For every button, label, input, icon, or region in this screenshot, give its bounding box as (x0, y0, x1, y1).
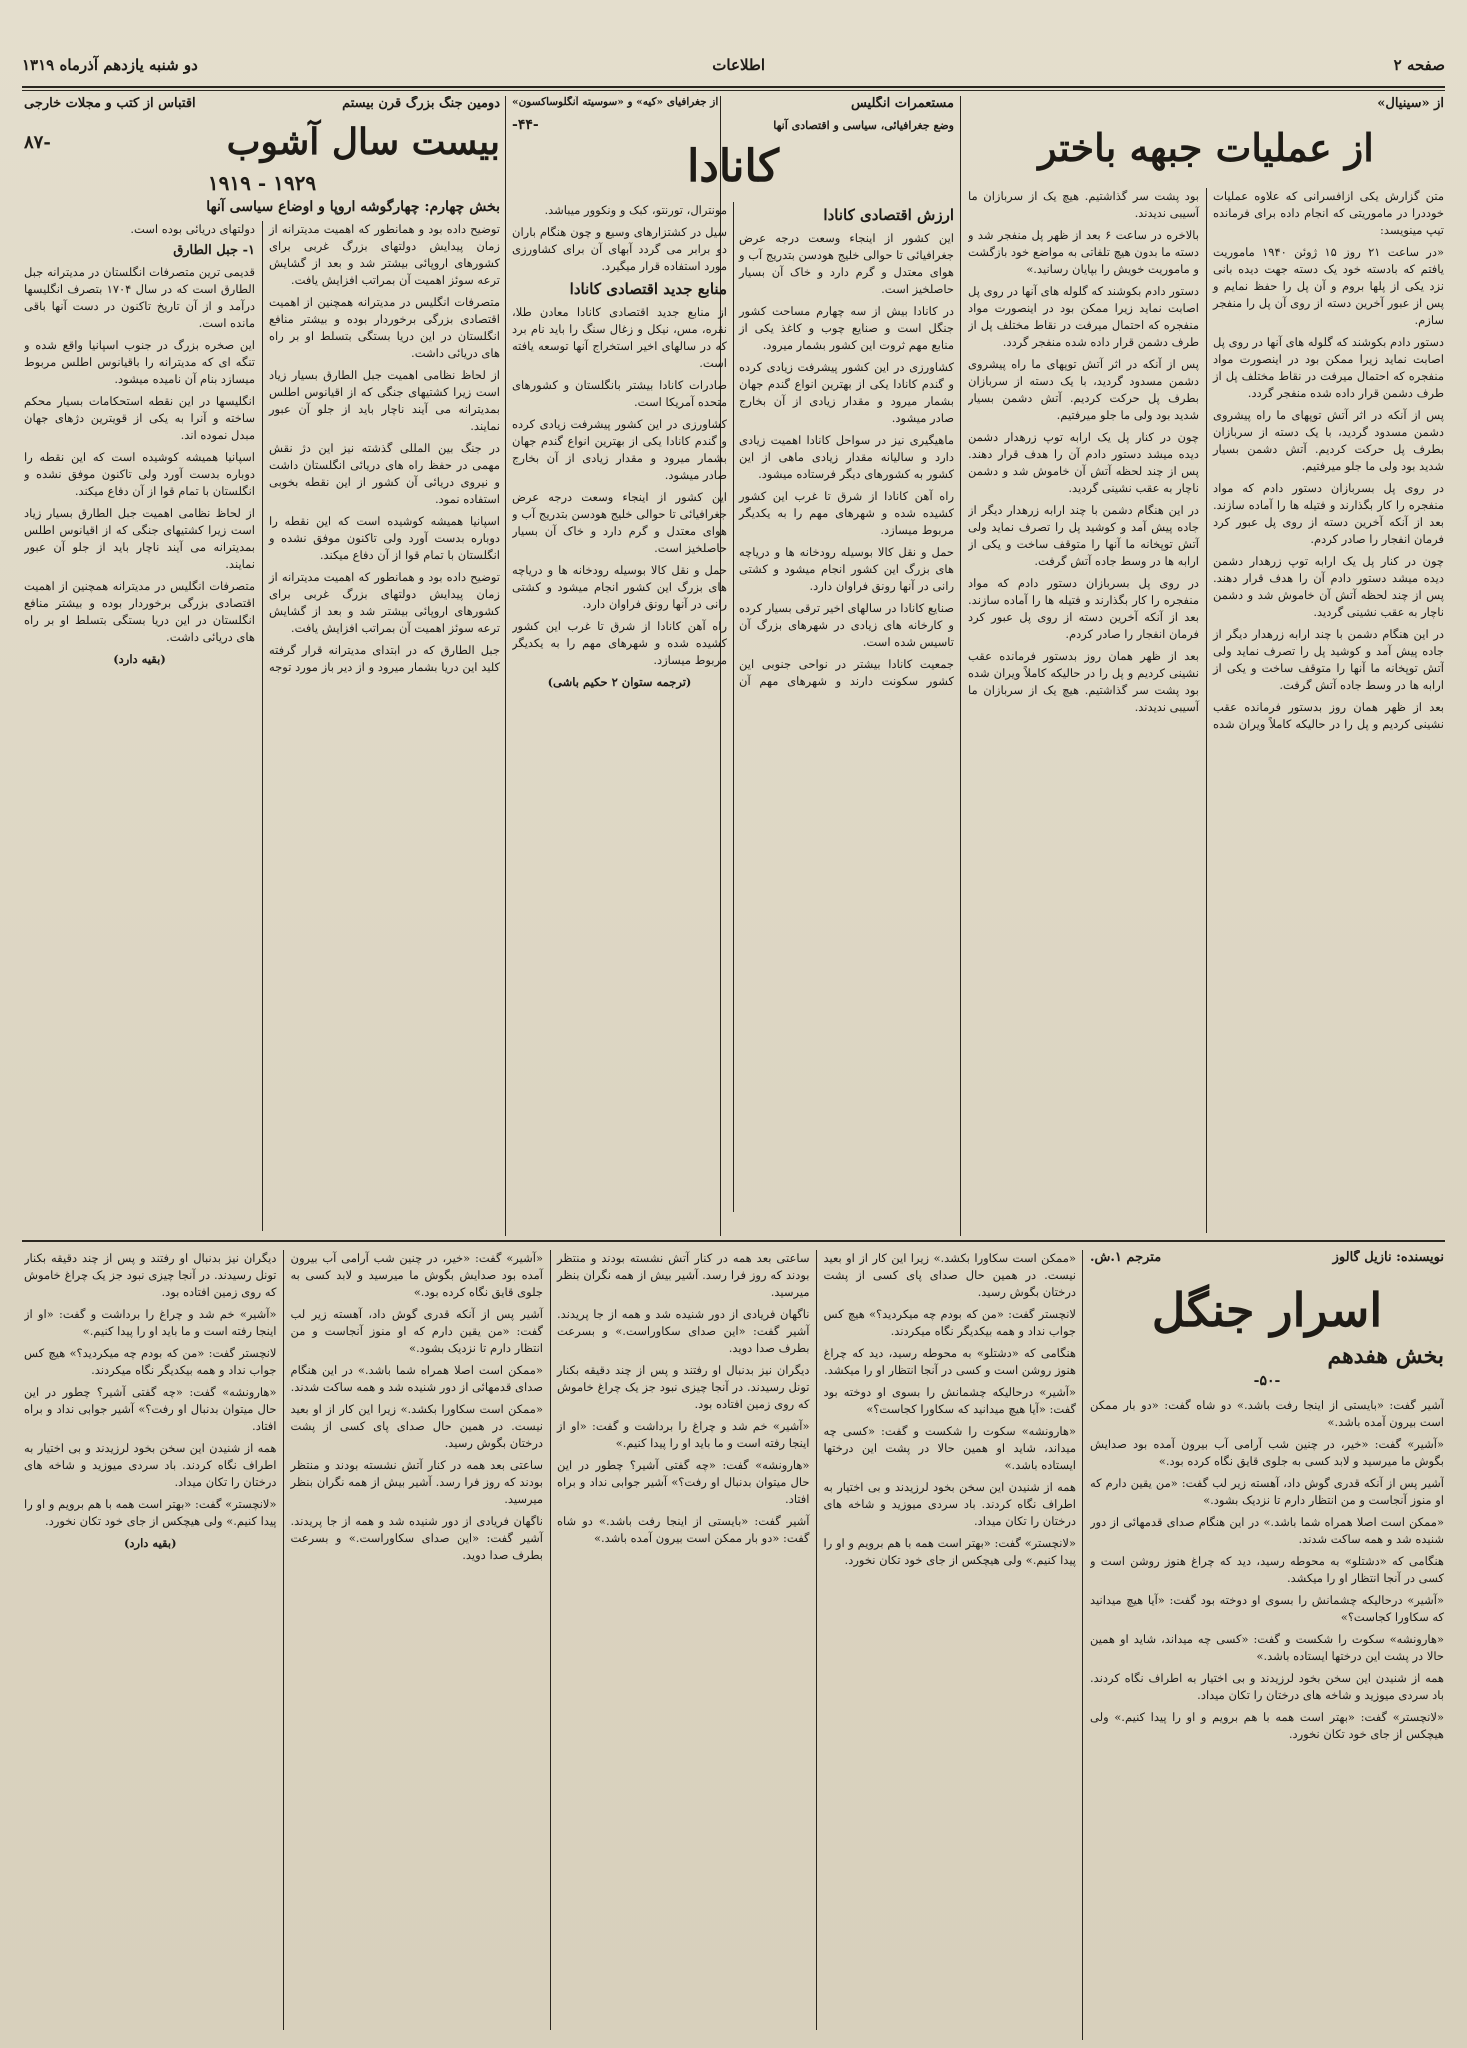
article-headline: کانادا (687, 141, 779, 192)
serial-paragraph: «ممکن است سکاورا بکشد.» زیرا این کار از او بعید نیست. در همین حال صدای پای کسی از پشت درختان بگوش رسید. (823, 1251, 1076, 1299)
article-paragraph: کشاورزی در این کشور پیشرفت زیادی کرده و گندم کانادا یکی از بهترین انواع گندم جهان بشمار میرود و مقدار زیادی از آن بخارج صادر میشود. (739, 360, 954, 425)
article-paragraph: پس از آنکه در اثر آتش توپهای ما راه پیشروی دشمن مسدود گردید، با یک دسته از سربازان بطرف پل حرکت کردیم. آتش دشمن بسیار شدید بود ولی ما جلو میرفتیم. (1213, 408, 1444, 473)
article-paragraph: در روی پل بسربازان دستور دادم که مواد منفجره را کار بگذارند و فتیله ها را آماده سازند. بعد از آنکه آخرین دسته از روی پل عبور کرد فرمان انفجار را صادر کردم. (1213, 481, 1444, 546)
serial-paragraph: «هارونشه» سکوت را شکست و گفت: «کسی چه میداند، شاید او همین حالا در پشت این درختها ایستاده باشد.» (823, 1424, 1076, 1472)
article-paragraph: در این هنگام دشمن با چند ارابه زرهدار دیگر از جاده پیش آمد و کوشید پل را تصرف نماید ولی آتش توپخانه ما آنها را متوقف ساخت و یکی از ارابه ها در وسط جاده آتش گرفت. (1213, 627, 1444, 692)
section-heading: منابع جدید اقتصادی کانادا (569, 280, 727, 298)
serial-paragraph: آشیر گفت: «بایستی از اینجا رفت باشد.» دو شاه گفت: «دو بار ممکن است بیرون آمده باشد.» (1090, 1398, 1444, 1429)
serial-paragraph: آشیر پس از آنکه قدری گوش داد، آهسته زیر لب گفت: «من یقین دارم که او منوز آنجاست و من انتظار دارم تا نزدیک بشود.» (1090, 1476, 1444, 1507)
header-rule-thin (22, 90, 1445, 91)
serial-paragraph: همه از شنیدن این سخن بخود لرزیدند و بی اختیار به اطراف نگاه کردند. باد سردی میوزید و شاخه های درختان را تکان میداد. (823, 1480, 1076, 1528)
article-paragraph: چون در کنار پل یک ارابه توپ زرهدار دشمن دیده میشد دستور دادم آن را هدف قرار دهند. پس از چند لحظه آتش آن خاموش شد و دشمن ناچار به عقب نشینی گردید. (968, 430, 1199, 495)
article-paragraph: متصرفات انگلیس در مدیترانه همچنین از اهمیت اقتصادی بزرگی برخوردار بوده و بیشتر منافع انگلستان در این دریا بستگی بتسلط او بر راه های دریائی داشت. (269, 295, 500, 360)
serial-paragraph: «آشیر» درحالیکه چشمانش را بسوی او دوخته بود گفت: «آیا هیچ میدانید که سکاورا کجاست؟» (823, 1385, 1076, 1416)
serial-paragraph: «ممکن است اصلا همراه شما باشد.» در این هنگام صدای قدمهائی از دور شنیده شد و همه ساکت شدند. (290, 1363, 543, 1394)
article-paragraph: دستور دادم بکوشند که گلوله های آنها در روی پل اصابت نماید زیرا ممکن بود در اینصورت مواد منفجره که احتمال میرفت در نقاط مختلف پل از طرف دشمن قرار داده شده منفجر گردد. (1213, 335, 1444, 400)
article-paragraph: در کانادا بیش از سه چهارم مساحت کشور جنگل است و صنایع چوب و کاغذ یکی از منابع مهم ثروت این کشور بشمار میرود. (739, 304, 954, 352)
article-paragraph: چون در کنار پل یک ارابه توپ زرهدار دشمن دیده میشد دستور دادم آن را هدف قرار دهند. پس از چند لحظه آتش آن خاموش شد و دشمن ناچار به عقب نشینی گردید. (1213, 554, 1444, 619)
article-paragraph: اسپانیا همیشه کوشیده است که این نقطه را دوباره بدست آورد ولی تاکنون موفق نشده و انگلستان با تمام قوا از آن دفاع میکند. (269, 514, 500, 562)
masthead-bar (22, 50, 1445, 90)
issue-date: دو شنبه یازدهم آذرماه ۱۳۱۹ (22, 56, 198, 74)
serial-paragraph: «آشیر» خم شد و چراغ را برداشت و گفت: «او از اینجا رفته است و ما باید او را پیدا کنیم.» (557, 1419, 810, 1450)
serial-paragraph: «آشیر» گفت: «خیر، در چنین شب آرامی آب بیرون آمده بود صدایش بگوش ما میرسید و لابد کسی به جلوی قایق نگاه کرده بود.» (290, 1251, 543, 1299)
serial-paragraph: ناگهان فریادی از دور شنیده شد و همه از جا پریدند. آشیر گفت: «این صدای سکاوراست.» و بسرعت بطرف صدا دوید. (557, 1307, 810, 1355)
serial-paragraph: آشیر پس از آنکه قدری گوش داد، آهسته زیر لب گفت: «من یقین دارم که او منوز آنجاست و من انتظار دارم تا نزدیک بشود.» (290, 1307, 543, 1355)
serial-paragraph: دیگران نیز بدنبال او رفتند و پس از چند دقیقه بکنار تونل رسیدند. در آنجا چیزی نبود جز یک چراغ خاموش که روی زمین افتاده بود. (557, 1363, 810, 1411)
serial-title-block (1090, 1250, 1444, 2040)
article-paragraph: پس از آنکه در اثر آتش توپهای ما راه پیشروی دشمن مسدود گردید، با یک دسته از سربازان بطرف پل حرکت کردیم. آتش دشمن بسیار شدید بود ولی ما جلو میرفتیم. (968, 357, 1199, 422)
article-paragraph: (بقیه دارد) (113, 652, 166, 666)
article-paragraph: حمل و نقل کالا بوسیله رودخانه ها و دریاچه های بزرگ این کشور انجام میشود و کشتی رانی در آنها رونق فراوان دارد. (739, 545, 954, 593)
article-paragraph: انگلیسها در این نقطه استحکامات بسیار محکم ساخته و آنرا به یکی از قویترین دژهای جهان مبدل نموده اند. (24, 394, 255, 442)
article-kicker: مستعمرات انگلیس (850, 96, 954, 111)
column-divider (960, 96, 961, 1236)
article-paragraph: جبل الطارق که در ابتدای مدیترانه قرار گرفته کلید این دریا بشمار میرود و از دیر باز مورد توجه دولتهای دریائی بوده است. (130, 222, 500, 674)
serial-paragraph: همه از شنیدن این سخن بخود لرزیدند و بی اختیار به اطراف نگاه کردند. باد سردی میوزید و شاخه های درختان را تکان میداد. (24, 1441, 277, 1489)
serial-paragraph: «هارونشه» گفت: «چه گفتی آشیر؟ چطور در این حال میتوان بدنبال او رفت؟» آشیر جوابی نداد و براه افتاد. (557, 1458, 810, 1506)
article-paragraph: دستور دادم بکوشند که گلوله های آنها در روی پل اصابت نماید زیرا ممکن بود در اینصورت مواد منفجره که احتمال میرفت در نقاط مختلف پل از طرف دشمن قرار داده شده منفجر گردد. (968, 284, 1199, 349)
article-paragraph: در روی پل بسربازان دستور دادم که مواد منفجره را کار بگذارند و فتیله ها را آماده سازند. بعد از آنکه آخرین دسته از روی پل عبور کرد فرمان انفجار را صادر کردم. (968, 576, 1199, 641)
serial-paragraph: (بقیه دارد) (123, 1536, 177, 1550)
war-report-article (968, 96, 1444, 1236)
article-paragraph: کشاورزی در این کشور پیشرفت زیادی کرده و گندم کانادا یکی از بهترین انواع گندم جهان بشمار میرود و مقدار زیادی از آن بخارج صادر میشود. (512, 417, 727, 482)
article-paragraph: (ترجمه ستوان ۲ حکیم باشی) (547, 675, 692, 689)
article-paragraph: راه آهن کانادا از شرق تا غرب این کشور کشیده شده و شهرهای مهم را به یکدیگر مربوط میسازد. (739, 489, 954, 537)
article-subtitle: وضع جغرافیائی، سیاسی و اقتصادی آنها (773, 118, 954, 132)
serial-translator: مترجم ۱.ش. (1090, 1250, 1162, 1265)
article-years: ۱۹۲۹ - ۱۹۱۹ (207, 171, 317, 195)
article-paragraph: متن گزارش یکی ازافسرانی که علاوه عملیات خوددرا در ماموریتی که انجام داده برای فرمانده تیپ مینویسد: (1213, 189, 1444, 237)
canada-article (512, 96, 954, 1236)
serial-paragraph: «آشیر» گفت: «خیر، در چنین شب آرامی آب بیرون آمده بود صدایش بگوش ما میرسید و لابد کسی به جلوی قایق نگاه کرده بود.» (1090, 1437, 1444, 1468)
section-heading: ۱- جبل الطارق (173, 243, 255, 258)
serial-paragraph: «هارونشه» سکوت را شکست و گفت: «کسی چه میداند، شاید او همین حالا در پشت این درختها ایستاده باشد.» (1090, 1632, 1444, 1663)
article-paragraph: از لحاظ نظامی اهمیت جبل الطارق بسیار زیاد است زیرا کشتیهای جنگی که از اقیانوس اطلس بمدیترانه می آیند ناچار باید از جلو آن عبور نمایند. (24, 506, 255, 571)
article-paragraph: سیل در کشتزارهای وسیع و چون هنگام باران دو برابر می گردد آبهای آن برای کشاورزی مورد استفاده قرار میگیرد. (512, 225, 727, 273)
serial-paragraph: «ممکن است اصلا همراه شما باشد.» در این هنگام صدای قدمهائی از دور شنیده شد و همه ساکت شدند. (1090, 1515, 1444, 1546)
serial-paragraph: «ممکن است سکاورا بکشد.» زیرا این کار از او بعید نیست. در همین حال صدای پای کسی از پشت درختان بگوش رسید. (290, 1402, 543, 1450)
serial-paragraph: لانچستر گفت: «من که بودم چه میکردید؟» هیچ کس جواب نداد و همه بیکدیگر نگاه میکردند. (24, 1346, 277, 1377)
article-paragraph: این کشور از اینجاء وسعت درجه عرض جغرافیائی تا حوالی خلیج هودسن بتدریج آب و هوای معتدل و گرم دارد و خاک آن بسیار حاصلخیز است. (739, 231, 954, 296)
serial-paragraph: لانچستر گفت: «من که بودم چه میکردید؟» هیچ کس جواب نداد و همه بیکدیگر نگاه میکردند. (823, 1307, 1076, 1338)
section-heading: ارزش اقتصادی کانادا (823, 206, 954, 224)
article-paragraph: توضیح داده بود و همانطور که اهمیت مدیترانه از زمان پیدایش دولتهای بزرگ غربی برای کشورهای اروپائی بیشتر شد و بعد از گشایش ترعه سوئز اهمیت آن بمراتب افزایش یافت. (269, 222, 500, 287)
article-paragraph: اسپانیا همیشه کوشیده است که این نقطه را دوباره بدست آورد ولی تاکنون موفق نشده و انگلستان با تمام قوا از آن دفاع میکند. (24, 450, 255, 498)
serial-paragraph: ساعتی بعد همه در کنار آتش نشسته بودند و منتظر بودند که روز فرا رسد. آشیر بیش از همه نگران بنظر میرسید. (290, 1458, 543, 1506)
article-paragraph: حمل و نقل کالا بوسیله رودخانه ها و دریاچه های بزرگ این کشور انجام میشود و کشتی رانی در آنها رونق فراوان دارد. (512, 563, 727, 611)
article-kicker: دومین جنگ بزرگ قرن بیستم (342, 96, 500, 111)
article-source: اقتباس از کتب و مجلات خارجی (24, 96, 196, 111)
serial-paragraph: دیگران نیز بدنبال او رفتند و پس از چند دقیقه بکنار تونل رسیدند. در آنجا چیزی نبود جز یک چراغ خاموش که روی زمین افتاده بود. (24, 1251, 277, 1299)
serial-headline: اسرار جنگل (1151, 1283, 1383, 1337)
serial-paragraph: «هارونشه» گفت: «چه گفتی آشیر؟ چطور در این حال میتوان بدنبال او رفت؟» آشیر جوابی نداد و براه افتاد. (24, 1385, 277, 1433)
serial-paragraph: ساعتی بعد همه در کنار آتش نشسته بودند و منتظر بودند که روز فرا رسد. آشیر بیش از همه نگران بنظر میرسید. (557, 1251, 810, 1299)
newspaper-name: اطلاعات (712, 56, 765, 74)
article-number: -۴۴- (512, 117, 539, 133)
article-paragraph: متصرفات انگلیس در مدیترانه همچنین از اهمیت اقتصادی بزرگی برخوردار بوده و بیشتر منافع انگلستان در این دریا بستگی بتسلط او بر راه های دریائی داشت. (24, 579, 255, 644)
section-rule (22, 1240, 1445, 1242)
article-number: -۸۷ (24, 131, 51, 153)
article-paragraph: از لحاظ نظامی اهمیت جبل الطارق بسیار زیاد است زیرا کشتیهای جنگی که از اقیانوس اطلس بمدیترانه می آیند ناچار باید از جلو آن عبور نمایند. (269, 368, 500, 433)
serial-paragraph: آشیر گفت: «بایستی از اینجا رفت باشد.» دو شاه گفت: «دو بار ممکن است بیرون آمده باشد.» (557, 1514, 810, 1545)
serial-paragraph: ناگهان فریادی از دور شنیده شد و همه از جا پریدند. آشیر گفت: «این صدای سکاوراست.» و بسرعت بطرف صدا دوید. (290, 1514, 543, 1562)
article-paragraph: این صخره بزرگ در جنوب اسپانیا واقع شده و تنگه ای که مدیترانه را باقیانوس اطلس مربوط میسازد بنام آن نامیده میشود. (24, 338, 255, 386)
twenty-years-article (24, 96, 500, 1236)
article-paragraph: در این هنگام دشمن با چند ارابه زرهدار دیگر از جاده پیش آمد و کوشید پل را تصرف نماید ولی آتش توپخانه ما آنها را متوقف ساخت و یکی از ارابه ها در وسط جاده آتش گرفت. (968, 503, 1199, 568)
article-paragraph: بالاخره در ساعت ۶ بعد از ظهر پل منفجر شد و دسته ما بدون هیچ تلفاتی به مواضع خود بازگشت و ماموریت خویش را بپایان رسانید.» (968, 228, 1199, 276)
serial-paragraph: «لانچستر» گفت: «بهتر است همه با هم برویم و او را پیدا کنیم.» ولی هیچکس از جای خود تکان نخورد. (24, 1497, 277, 1528)
serial-paragraph: هنگامی که «دشتلو» به محوطه رسید، دید که چراغ هنوز روشن است و کسی در آنجا انتظار او را میکشد. (823, 1346, 1076, 1377)
serial-paragraph: «لانچستر» گفت: «بهتر است همه با هم برویم و او را پیدا کنیم.» ولی هیچکس از جای خود تکان نخورد. (823, 1536, 1076, 1567)
article-paragraph: در جنگ بین المللی گذشته نیز این دژ نقش مهمی در حفظ راه های دریائی انگلستان داشت و نیروی دریائی آن کشور از این نقطه بخوبی استفاده نمود. (269, 441, 500, 506)
serial-paragraph: «لانچستر» گفت: «بهتر است همه با هم برویم و او را پیدا کنیم.» ولی هیچکس از جای خود تکان نخورد. (1090, 1710, 1444, 1741)
article-paragraph: جمعیت کانادا بیشتر در نواحی جنوبی این کشور سکونت دارند و شهرهای مهم آن مونترال، تورنتو، کبک و ونکوور میباشد. (544, 203, 954, 688)
article-paragraph: قدیمی ترین متصرفات انگلستان در مدیترانه جبل الطارق است که در سال ۱۷۰۴ بتصرف انگلیسها درآمد و از آن تاریخ تاکنون در دست آنها باقی مانده است. (24, 265, 255, 330)
article-headline: بیست سال آشوب (226, 121, 500, 163)
serial-paragraph: «آشیر» درحالیکه چشمانش را بسوی او دوخته بود گفت: «آیا هیچ میدانید که سکاورا کجاست؟» (1090, 1593, 1444, 1624)
serial-part: بخش هفدهم (1327, 1343, 1444, 1369)
serial-number: -۵۰- (1253, 1373, 1281, 1389)
article-paragraph: «در ساعت ۲۱ روز ۱۵ ژوئن ۱۹۴۰ ماموریت یافتم که بادسته خود یک دسته جهت دیده بانی نزد یکی از پلها بروم و آن پل را حفظ نمایم و پس از عبور آخرین دسته از روی آن پل را منفجر سازم. (1213, 245, 1444, 327)
article-paragraph: توضیح داده بود و همانطور که اهمیت مدیترانه از زمان پیدایش دولتهای بزرگ غربی برای کشورهای اروپائی بیشتر شد و بعد از گشایش ترعه سوئز اهمیت آن بمراتب افزایش یافت. (269, 570, 500, 635)
article-paragraph: این کشور از اینجاء وسعت درجه عرض جغرافیائی تا حوالی خلیج هودسن بتدریج آب و هوای معتدل و گرم دارد و خاک آن بسیار حاصلخیز است. (512, 490, 727, 555)
article-paragraph: بعد از ظهر همان روز بدستور فرمانده عقب نشینی کردیم و پل را در حالیکه کاملاً ویران شده بود پشت سر گذاشتیم. هیچ یک از سربازان ما آسیبی ندیدند. (968, 649, 1199, 714)
serial-paragraph: همه از شنیدن این سخن بخود لرزیدند و بی اختیار به اطراف نگاه کردند. باد سردی میوزید و شاخه های درختان را تکان میداد. (1090, 1671, 1444, 1702)
article-source: از جغرافیای «کیه» و «سوسیته آنگلوساکسون» (512, 96, 719, 108)
article-headline: از عملیات جبهه باختر (1038, 125, 1374, 170)
page-number: صفحه ۲ (1393, 56, 1445, 74)
article-paragraph: راه آهن کانادا از شرق تا غرب این کشور کشیده شده و شهرهای مهم را به یکدیگر مربوط میسازد. (512, 619, 727, 667)
article-paragraph: ماهیگیری نیز در سواحل کانادا اهمیت زیادی دارد و سالیانه مقدار زیادی ماهی از این کشور به کشورهای دیگر فرستاده میشود. (739, 433, 954, 481)
column-divider (505, 96, 506, 1236)
serial-paragraph: هنگامی که «دشتلو» به محوطه رسید، دید که چراغ هنوز روشن است و کسی در آنجا انتظار او را میکشد. (1090, 1554, 1444, 1585)
serial-body (24, 1250, 1076, 2040)
section-heading: بخش چهارم: چهارگوشه اروپا و اوضاع سیاسی آنها (206, 199, 500, 215)
article-kicker: از «سینیال» (1377, 96, 1444, 111)
article-paragraph: از منابع جدید اقتصادی کانادا معادن طلا، نقره، مس، نیکل و زغال سنگ را باید نام برد که در سالهای اخیر استخراج آنها توسعه یافته است. (512, 305, 727, 370)
header-rule (22, 86, 1445, 88)
serial-paragraph: «آشیر» خم شد و چراغ را برداشت و گفت: «او از اینجا رفته است و ما باید او را پیدا کنیم.» (24, 1307, 277, 1338)
article-paragraph: صادرات کانادا بیشتر بانگلستان و کشورهای متحده آمریکا است. (512, 378, 727, 409)
article-paragraph: صنایع کانادا در سالهای اخیر ترقی بسیار کرده و کارخانه های زیادی در شهرهای بزرگ آن تاسیس شده است. (739, 601, 954, 649)
column-divider (1082, 1250, 1083, 2040)
article-paragraph: بعد از ظهر همان روز بدستور فرمانده عقب نشینی کردیم و پل را در حالیکه کاملاً ویران شده بود پشت سر گذاشتیم. هیچ یک از سربازان ما آسیبی ندیدند. (968, 189, 1444, 731)
serial-author: نویسنده: نازیل گالوز (1332, 1250, 1444, 1265)
